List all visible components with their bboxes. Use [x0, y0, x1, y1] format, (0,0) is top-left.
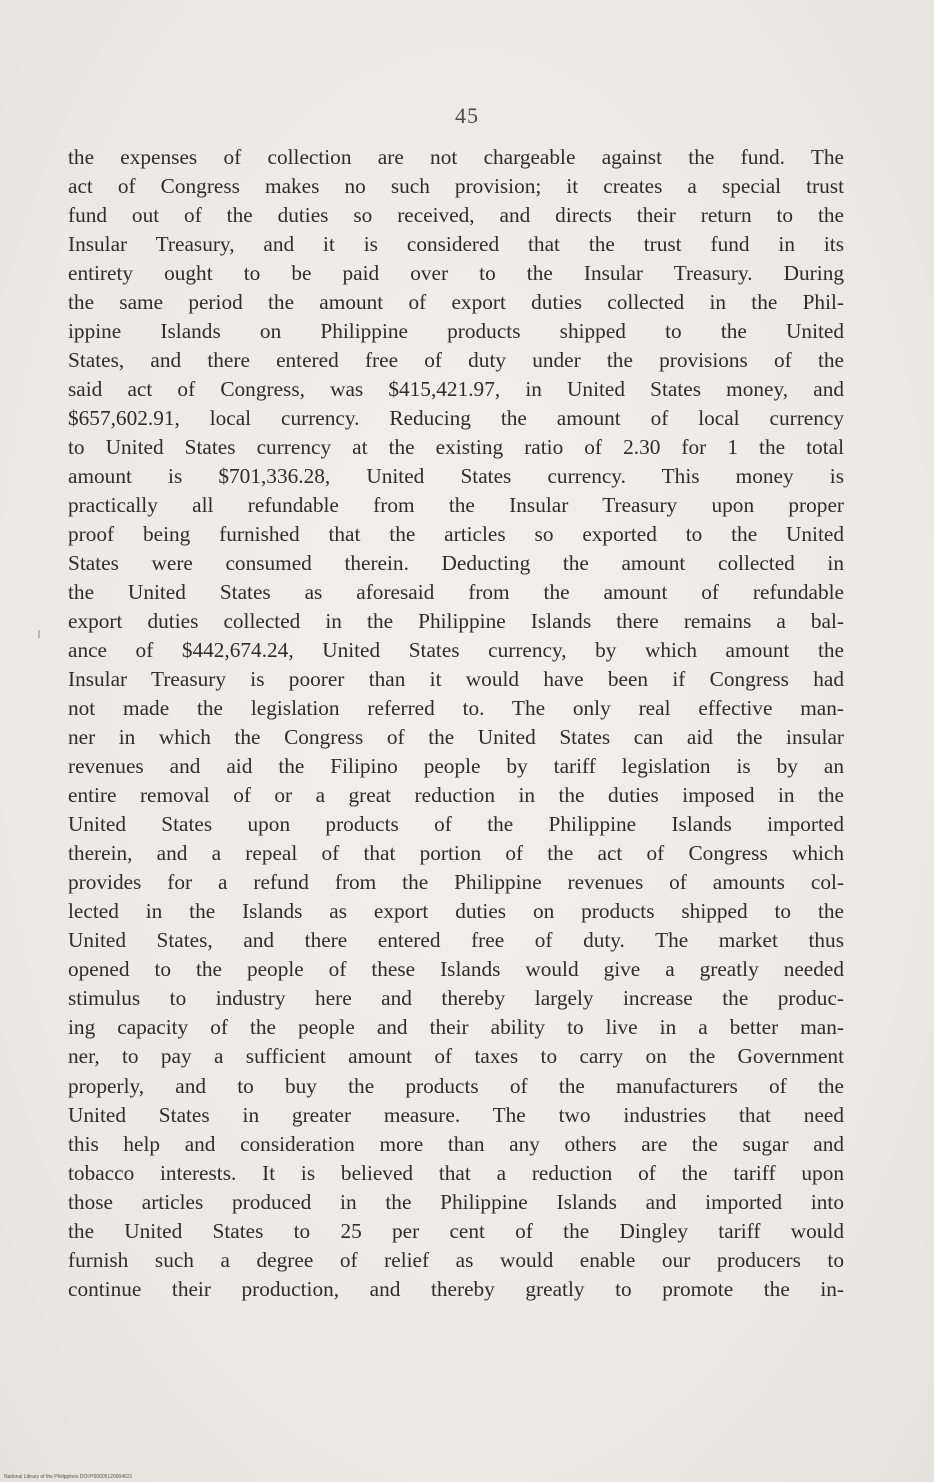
text-line: stimulus to industry here and thereby largely increase the produc- — [68, 986, 844, 1011]
text-line: proof being furnished that the articles so exported to the United — [68, 522, 844, 547]
page-number: 45 — [455, 103, 479, 128]
text-line: the expenses of collection are not chargeable against the fund. The — [68, 145, 844, 169]
text-line: the same period the amount of export duties collected in the Phil- — [68, 290, 844, 315]
text-line: amount is $701,336.28, United States currency. This money is — [68, 464, 844, 489]
text-line: entire removal of or a great reduction in the duties imposed in the — [68, 783, 844, 808]
text-line: Insular Treasury, and it is considered that the trust fund in its — [68, 232, 844, 257]
text-line: practically all refundable from the Insular Treasury upon proper — [68, 493, 844, 518]
text-line: tobacco interests. It is believed that a reduction of the tariff upon — [68, 1160, 844, 1185]
text-line: not made the legislation referred to. The only real effective man- — [68, 696, 844, 721]
text-line: ippine Islands on Philippine products shipped to the United — [68, 319, 844, 344]
text-line: act of Congress makes no such provision; it creates a special trust — [68, 174, 844, 199]
text-line: those articles produced in the Philippine Islands and imported into — [68, 1189, 844, 1214]
text-line: therein, and a repeal of that portion of the act of Congress which — [68, 841, 844, 866]
body-text — [68, 143, 844, 1304]
text-line: revenues and aid the Filipino people by tariff legislation is by an — [68, 754, 844, 779]
text-line: this help and consideration more than any others are the sugar and — [68, 1131, 844, 1156]
text-line: ance of $442,674.24, United States currency, by which amount the — [68, 638, 844, 663]
text-line: United States, and there entered free of duty. The market thus — [68, 928, 844, 953]
text-line: continue their production, and thereby greatly to promote the in- — [68, 1276, 844, 1301]
text-line: Insular Treasury is poorer than it would have been if Congress had — [68, 667, 844, 692]
margin-mark — [38, 630, 40, 638]
text-line: the United States to 25 per cent of the Dingley tariff would — [68, 1218, 844, 1243]
text-line: fund out of the duties so received, and directs their return to the — [68, 203, 844, 228]
text-line: lected in the Islands as export duties on products shipped to the — [68, 899, 844, 924]
footer-imprint: National Library of the Philippines DOI:P00005120004631 — [4, 1474, 133, 1480]
text-line: States, and there entered free of duty under the provisions of the — [68, 348, 844, 373]
text-line: to United States currency at the existing ratio of 2.30 for 1 the total — [68, 435, 844, 460]
text-line: United States in greater measure. The two industries that need — [68, 1102, 844, 1127]
text-line: the United States as aforesaid from the amount of refundable — [68, 580, 844, 605]
text-line: ner, to pay a sufficient amount of taxes to carry on the Government — [68, 1044, 844, 1069]
text-line: entirety ought to be paid over to the Insular Treasury. During — [68, 261, 844, 286]
text-line: export duties collected in the Philippine Islands there remains a bal- — [68, 609, 844, 634]
text-line: furnish such a degree of relief as would enable our producers to — [68, 1247, 844, 1272]
text-line: properly, and to buy the products of the manufacturers of the — [68, 1073, 844, 1098]
text-line: United States upon products of the Philippine Islands imported — [68, 812, 844, 837]
text-line: States were consumed therein. Deducting the amount collected in — [68, 551, 844, 576]
text-line: opened to the people of these Islands would give a greatly needed — [68, 957, 844, 982]
text-line: provides for a refund from the Philippine revenues of amounts col- — [68, 870, 844, 895]
text-line: $657,602.91, local currency. Reducing the amount of local currency — [68, 406, 844, 431]
text-line: said act of Congress, was $415,421.97, in United States money, and — [68, 377, 844, 402]
text-line: ner in which the Congress of the United States can aid the insular — [68, 725, 844, 750]
text-line: ing capacity of the people and their ability to live in a better man- — [68, 1015, 844, 1040]
